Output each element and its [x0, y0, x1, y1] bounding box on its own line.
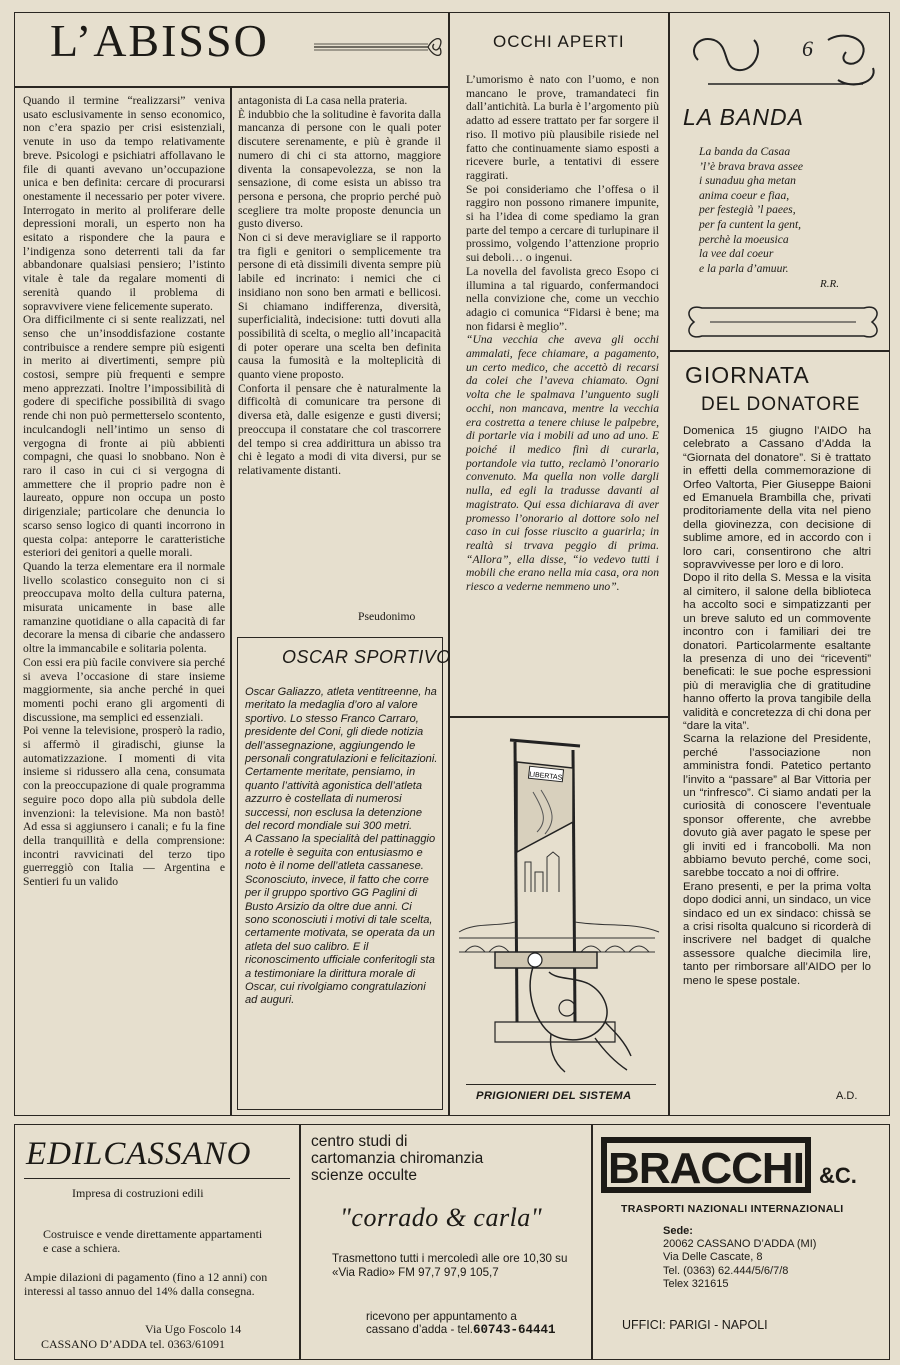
- oscar-title: OSCAR SPORTIVO: [282, 647, 451, 667]
- edil-city-phone: CASSANO D’ADDA tel. 0363/61091: [41, 1337, 226, 1351]
- masthead-ornament: [310, 24, 445, 70]
- oscar-body: [245, 686, 438, 1008]
- poem-line: e la parla d’amuur.: [699, 261, 789, 275]
- centro-appt-text: cassano d’adda - tel.: [366, 1323, 473, 1336]
- giornata-signature: A.D.: [836, 1090, 858, 1102]
- masthead-title: L’ABISSO: [50, 15, 269, 66]
- occhi-title: OCCHI APERTI: [493, 32, 625, 51]
- abisso-signature: Pseudonimo: [358, 610, 416, 623]
- col-rule-1: [230, 88, 232, 1116]
- abisso-para: È indubbio che la solitudine è favorita dalla mancanza di persone con le quali poter discutere serenamente, e più è grande il numero di chi ci sta attorno, maggiore diventa la consapevolezza, se non la sensazione, di come esista un abisso tra persona e persona, che proprio perché può scegliere tra molte proposte denuncia un gusto diverso.: [238, 107, 441, 231]
- oscar-para: Certamente meritate, pensiamo, in quanto l’attività agonistica dell’atleta azzurro è costellata di numerosi successi, non esclusa la detenzione del record mondiale sui 300 metri.: [245, 766, 422, 833]
- giornata-para: Erano presenti, e per la prima volta dopo dodici anni, un sindaco, un vice sindaco ed un ex sindaco: chissà se a crisi risolta qualcuno si ricorderà di inscrivere nel badget di qualche assessore qualche diecimila lire, tanto per rimborsare all’AIDO per lo meno le spese postale.: [683, 880, 871, 987]
- cartoon-caption-rule: [466, 1084, 656, 1085]
- bracchi-addr-line: 20062 CASSANO D’ADDA (MI): [663, 1238, 817, 1251]
- abisso-para: Ora difficilmente ci si sente realizzati, nel senso che un’insoddisfazione costante contribuisce a rendere sempre più esigenti in merito ai divertimenti, sempre più costosi, sempre più frequenti e sempre meno apprezzati. Inoltre l’impossibilità di godere di specifiche possibilità di svago rende chi non può permetterselo scontento, inculcandogli nell’intimo un senso di vergogna di fronte ai più abbienti compagni, che quasi lo snobbano. Non è raro il caso in cui ci si vergogna di ammettere che il proprio padre non è laureato, oppure non occupa un posto dirigenziale; particolare che denuncia lo scarso senso logico di quanti incorrono in questa colpa: anteporre le caratteristiche esteriori dei genitori a quelle morali.: [23, 313, 225, 560]
- poem-line: per festegià ’l paees,: [699, 203, 796, 217]
- occhi-separator: [448, 716, 668, 718]
- centro-appt-line-2: [366, 1323, 586, 1337]
- occhi-para: L’umorismo è nato con l’uomo, e non mancano le prove, tramandateci fin dall’antichità. La burla è l’argomento più adatto ad essere trattato per far sorgere il riso. Il motivo più plausibile risiede nel fatto che continuamente siamo esposti a ricevere burle, a tentativi di essere raggirati.: [466, 73, 659, 182]
- col-rule-3: [668, 12, 670, 1116]
- banda-signature: R.R.: [820, 278, 839, 290]
- poem-line: i sunaduu gha metan: [699, 174, 796, 188]
- abisso-column-2: [238, 94, 441, 478]
- poem-line: anima coeur e fiaa,: [699, 188, 790, 202]
- centro-heading-line: scienze occulte: [311, 1167, 417, 1184]
- bracchi-logo: [597, 1131, 867, 1201]
- poem-line: la vee dal coeur: [699, 247, 774, 261]
- bracchi-address: [663, 1225, 863, 1291]
- cartoon-sign: LIBERTAS: [528, 771, 563, 782]
- centro-phone: 60743-64441: [473, 1323, 556, 1337]
- abisso-para: Con essi era più facile convivere sia perché si aveva l’occasione di stare insieme maggiormente, sia anche perché in quei momenti pochi erano gli argomenti di discussione, ma semplici ed essenziali.: [23, 655, 225, 724]
- centro-appointments: [366, 1310, 586, 1337]
- edil-address: Via Ugo Foscolo 14: [145, 1322, 242, 1336]
- centro-heading-line: centro studi di: [311, 1133, 408, 1150]
- banda-separator: [668, 350, 890, 352]
- occhi-para: La novella del favolista greco Esopo ci illumina a tal riguardo, confermandoci nella convizione che, come un vecchio adagio ci comunica “Fidarsi è bene; ma non fidarsi è meglio”.: [466, 264, 659, 333]
- edil-description: Costruisce e vende direttamente appartamenti e case a schiera.: [43, 1227, 263, 1255]
- masthead-underline: [14, 86, 448, 88]
- giornata-subtitle: DEL DONATORE: [701, 394, 861, 415]
- giornata-para: Domenica 15 giugno l’AIDO ha celebrato a Cassano d’Adda la “Giornata del donatore”. Si è trattato in effetti della commemorazione di Orfeo Valtorta, Pier Giuseppe Baioni ed Emanuela Brambilla che, privati proditoriamente della vita nel pieno della giovinezza, con decisione di sublime amore, ed in accordo con i loro cari, consentirono che altri sopravvivesse per loro e di loro.: [683, 425, 871, 572]
- edil-underline: [24, 1178, 290, 1179]
- abisso-para: Poi venne la televisione, prosperò la radio, si affermò il giradischi, giunse la automatizzazione. I momenti di vita insieme si ridussero alla cena, consumata con la preoccupazione di quale programma seguire poco dopo alla più subdola delle invenzioni: la televisione. Ma non bastò! Ad essa si aggiunsero i canali; e fu la fine della tranquillità e della comprensione: incontri ravvicinati del terzo tipo guerreggiò con Italia — Argentina e Sentieri fu un valido: [23, 724, 225, 889]
- bracchi-offices: UFFICI: PARIGI - NAPOLI: [622, 1318, 768, 1332]
- banda-poem: [699, 145, 869, 276]
- centro-heading: [311, 1133, 581, 1184]
- bracchi-logo-text: BRACCHI: [608, 1144, 804, 1193]
- occhi-body: [466, 73, 659, 594]
- abisso-column-1: [23, 94, 225, 889]
- abisso-para: Non ci si deve meravigliare se il rapporto tra figli e genitori o semplicemente tra persone di età dissimili diventa sempre più labile ed incrinato: i nemici che ci insidiano non sono ben armati e bellicosi. Si chiamano indifferenza, diversità, superficialità, indecisione: tutti dovuti alla possibilità di scelta, o meglio all’incapacità di poter operare una scelta ben definita causa la fumosità e la molteplicità di quanto viene proposto.: [238, 231, 441, 382]
- giornata-para: Dopo il rito della S. Messa e la visita al cimitero, il salone della biblioteca ha accolto soci e simpatizzanti per un breve saluto ed un commovente incontro con i familiari dei tre donatori. Particolarmente esaltante la presenza di uno dei “riceventi” beneficati: le sue poche espressioni più di meraviglia che di gratitudine hanno offerto la prova tangibile della validità e concretezza di chi dona per “dare la vita”.: [683, 572, 871, 732]
- bracchi-addr-line: Sede:: [663, 1225, 693, 1237]
- edil-terms: Ampie dilazioni di pagamento (fino a 12 anni) con interessi al tasso annuo del 14% dalla consegna.: [24, 1270, 268, 1298]
- svg-text:6: 6: [802, 36, 813, 61]
- centro-radio-info: Trasmettono tutti i mercoledì alle ore 10,30 su «Via Radio» FM 97,7 97,9 105,7: [332, 1252, 568, 1279]
- giornata-para: Scarna la relazione del Presidente, perché l’associazione non amministra fondi. Patetico pertanto l’invito a “passare” al Bar Vittoria per un “rinfresco”. Ci siamo andati per la curiosità di conoscere l’eventuale sponsor offerente, che avrebbe dovuto già aver pagato le spese per gli inviti ed i francobolli. Ma non abbiamo bevuto perché, come soci, sarebbe toccato a noi di offrire.: [683, 733, 871, 880]
- poem-line: perchè la moeusica: [699, 232, 789, 246]
- oscar-para: Oscar Galiazzo, atleta ventitreenne, ha meritato la medaglia d’oro al valore sportivo. Lo stesso Franco Carraro, presidente del Coni, gli diede notizia dell’assegnazione, aggiungendo le personali congratulazioni e felicitazioni.: [245, 686, 438, 766]
- oscar-para: A Cassano la specialità del pattinaggio a rotelle è seguita con entusiasmo e noto è il nome dell’atleta cassanese. Sconosciuto, invece, il fatto che corre per il gruppo sportivo GG Paglini di Busto Arsizio da oltre due anni. Ci sono sconosciuti i motivi di tale scelta, certamente motivata, se operata da un atleta del suo calibro. E il riconoscimento ufficiale conferitogli sta a testimoniare la dirittura morale di Oscar, cui rivolgiamo congratulazioni ad auguri.: [245, 833, 436, 1007]
- edil-tagline: Impresa di costruzioni edili: [72, 1186, 204, 1200]
- abisso-para: Quando il termine “realizzarsi” veniva usato esclusivamente in senso economico, non c’era spazio per crisi esistenziali, venute in uso da tempo relativamente breve. Psicologi e psichiatri affollavano le file di quanti avevano un’occupazione unica e ben definita: cercare di procurarsi onestamente il necessario per poter vivere. Interrogato in merito al proliferare delle depressioni morali, un esperto non ha esitato a rispondere che la paura e l’indigenza sono deterrenti tali da far abbandonare qualsiasi pensiero; l’istinto vitale è tale da regalare momenti di serenità quando il problema di sopravvivere viene felicemente superato.: [23, 94, 225, 313]
- centro-appt-line: ricevono per appuntamento a: [366, 1310, 517, 1323]
- bracchi-logo-suffix: &C.: [819, 1163, 857, 1188]
- giornata-title: GIORNATA: [685, 362, 810, 388]
- poem-line: La banda da Casaa: [699, 145, 791, 158]
- centro-heading-line: cartomanzia chiromanzia: [311, 1150, 484, 1167]
- abisso-para: Conforta il pensare che è naturalmente la difficoltà di comunicare tra persone di diversa età, dalle esigenze e gusti diversi; preoccupa il constatare che col trascorrere del tempo si crea addirittura un abisso tra chi è legato a modi di vita diversi, pur se relativamente distanti.: [238, 381, 441, 477]
- banda-title: LA BANDA: [683, 104, 804, 130]
- giornata-body: [683, 425, 871, 988]
- banda-bottom-ornament: [680, 300, 885, 344]
- centro-name: "corrado & carla": [340, 1203, 543, 1232]
- bracchi-addr-line: Tel. (0363) 62.444/5/6/7/8: [663, 1264, 789, 1277]
- cartoon-caption: PRIGIONIERI DEL SISTEMA: [476, 1090, 632, 1102]
- bracchi-tagline: TRASPORTI NAZIONALI INTERNAZIONALI: [621, 1203, 844, 1215]
- occhi-para: Se poi consideriamo che l’offesa o il raggiro non possono rimanere impunite, si ha l’idea di come spediamo la gran parte del tempo a cercare di turlupinare il prossimo, volgendo l’attenzione proprio sui deboli… o ingenui.: [466, 182, 659, 265]
- bracchi-addr-line: Telex 321615: [663, 1277, 729, 1290]
- guillotine-cartoon: [455, 722, 661, 1084]
- abisso-para: Quando la terza elementare era il normale livello scolastico conseguito non ci si preoccupava molto della cultura paterna, misurata unicamente in base alle ramanzine quotidiane o alla capacità di far decorare la mensa di cibarie che andassero oltre la immancabile e solitaria polenta.: [23, 559, 225, 656]
- edil-name: EDILCASSANO: [26, 1136, 252, 1172]
- poem-line: ’l’è brava brava assee: [699, 159, 803, 173]
- poem-line: per fa cuntent la gent,: [699, 217, 802, 231]
- abisso-para: antagonista di La casa nella prateria.: [238, 94, 408, 107]
- banda-top-ornament: [678, 20, 883, 100]
- bracchi-addr-line: Via Delle Cascate, 8: [663, 1251, 763, 1264]
- col-rule-2: [448, 12, 450, 1116]
- occhi-fable: “Una vecchia che aveva gli occhi ammalati, fece chiamare, a pagamento, un certo medico, che accettò di recarsi da colei che l’aveva chiamato. Ogni volta che le spalmava l’unguento sugli occhi, non mancava, mentre la vecchia era costretta a tenere chiuse le palpebre, di portarle via i mobili ad uno ad uno. E poiché il medico finì di curarla, portandole via tutto, reclamò l’onorario convenuto. Ma quella non volle dargli nulla, ed egli la tradusse davanti al magistrato. Qui essa dichiarava di aver promesso l’onorario al dottore solo nel caso in cui fosse riuscito a guarirla; in realtà si trvava peggio di prima. “Allora”, ella disse, “io vedevo tutti i mobili che erano nella mia casa, ora non riesco a vederne nemmeno uno”.: [466, 333, 659, 594]
